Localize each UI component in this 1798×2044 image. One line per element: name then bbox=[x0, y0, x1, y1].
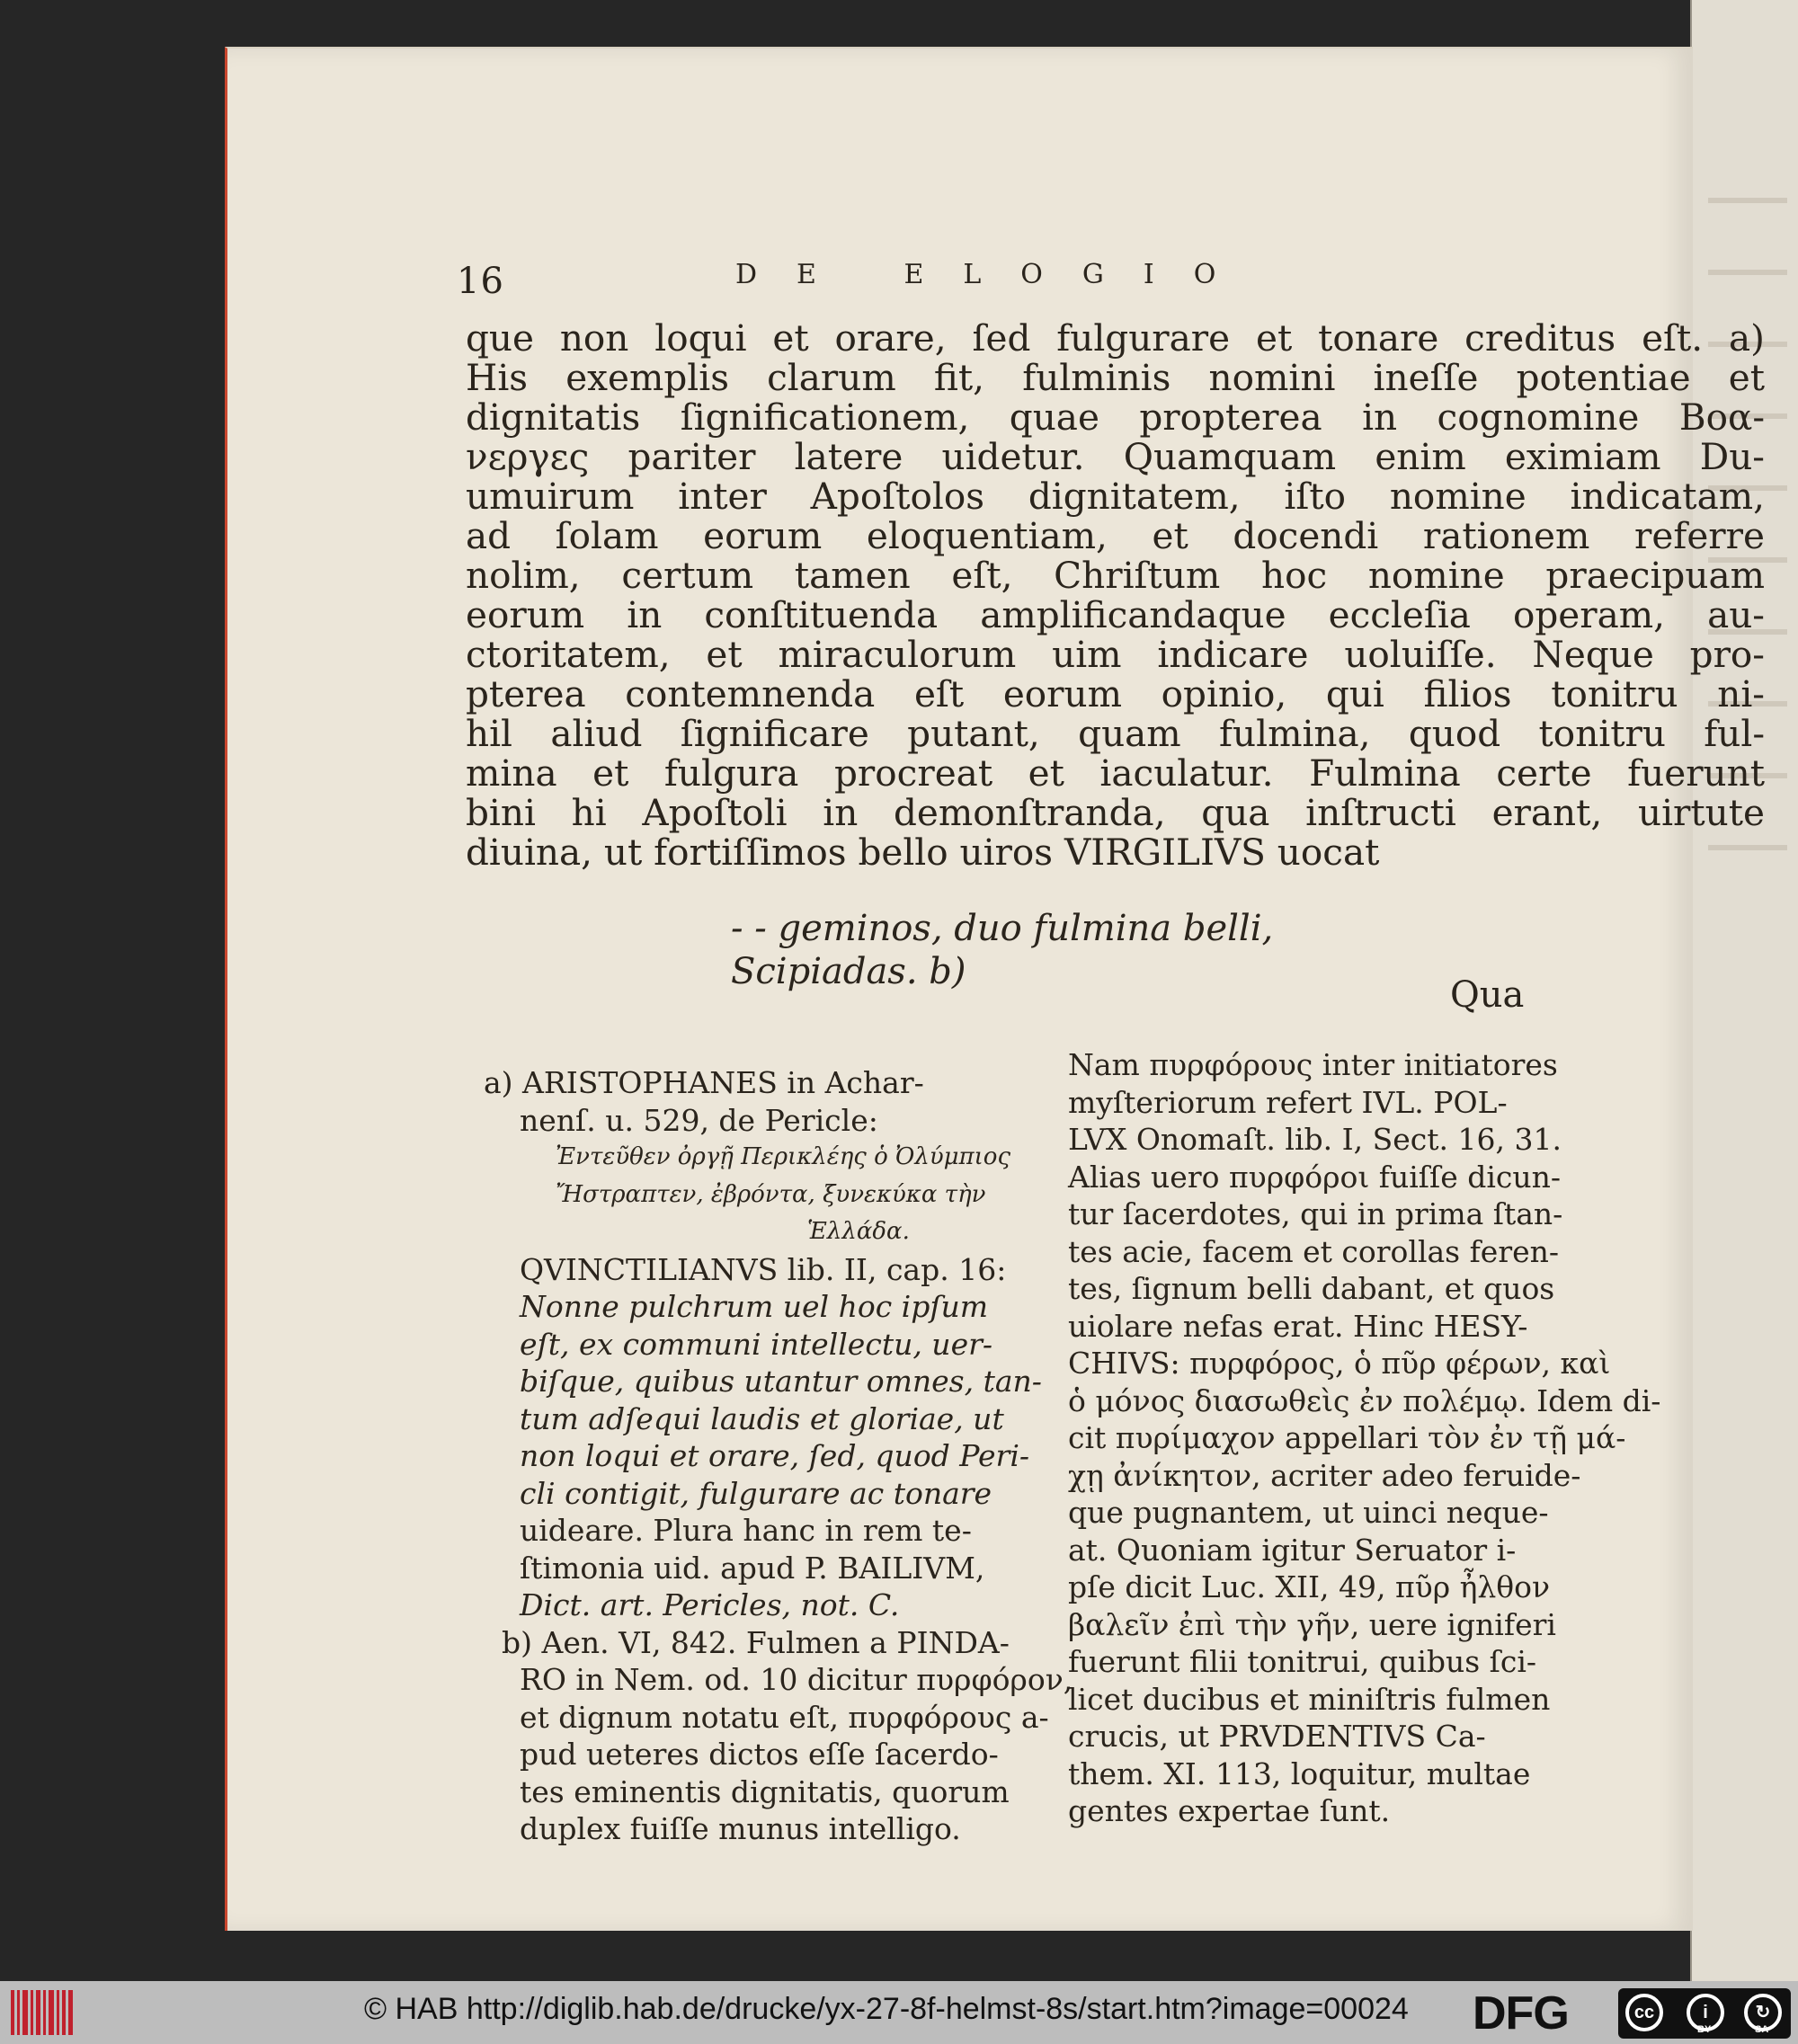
note-line: ὁ μόνος διασωθεὶς ἐν πολέμῳ. Idem di- bbox=[1068, 1382, 1661, 1418]
note-line: duplex fuiſſe munus intelligo. bbox=[520, 1811, 961, 1846]
note-line: b) Aen. VI, 842. Fulmen a PINDA- bbox=[502, 1624, 1010, 1660]
note-line: fuerunt filii tonitrui, quibus ſci- bbox=[1068, 1644, 1537, 1679]
note-line: a) ARISTOPHANES in Achar- bbox=[484, 1065, 924, 1100]
note-line: them. XI. 113, loquitur, multae bbox=[1068, 1755, 1531, 1791]
note-line: crucis, ut PRVDENTIVS Ca- bbox=[1068, 1719, 1486, 1754]
note-line: que pugnantem, ut uinci neque- bbox=[1068, 1495, 1549, 1530]
barcode-icon bbox=[11, 1990, 74, 2035]
note-line: ſtimonia uid. apud P. BAILIVM, bbox=[520, 1550, 985, 1586]
text-line: nolim, certum tamen eſt, Chriſtum hoc nomine praecipuam bbox=[466, 554, 1765, 597]
note-line: licet ducibus et miniſtris fulmen bbox=[1068, 1681, 1551, 1717]
catchword: Qua bbox=[1450, 974, 1525, 1016]
note-line: tur ſacerdotes, qui in prima ſtan- bbox=[1068, 1196, 1563, 1231]
note-line: LVX Onomaſt. lib. I, Sect. 16, 31. bbox=[1068, 1122, 1562, 1157]
note-line: et dignum notatu eſt, πυρφόρους a- bbox=[520, 1699, 1049, 1735]
text-line: bini hi Apoſtoli in demonſtranda, qua inſtructi erant, uirtute bbox=[466, 791, 1765, 834]
note-line: Nonne pulchrum uel hoc ipſum bbox=[520, 1289, 989, 1324]
license-label-sa: SA bbox=[1755, 2024, 1769, 2035]
license-badge[interactable] bbox=[1618, 1988, 1791, 2039]
note-line: CHIVS: πυρφόρος, ὁ πῦρ φέρων, καὶ bbox=[1068, 1346, 1611, 1381]
quote-line: Scipiadas. b) bbox=[731, 951, 966, 992]
note-line: Alias uero πυρφόροι fuiſſe dicun- bbox=[1068, 1159, 1562, 1195]
note-line: at. Quoniam igitur Seruator i- bbox=[1068, 1532, 1517, 1568]
note-line: uideare. Plura hanc in rem te- bbox=[520, 1513, 972, 1548]
dfg-logo: DFG bbox=[1473, 1987, 1569, 2040]
note-line: myſteriorum refert IVL. POL- bbox=[1068, 1084, 1508, 1120]
note-line: eſt, ex communi intellectu, uer- bbox=[520, 1326, 993, 1362]
note-line: pud ueteres dictos eſſe ſacerdo- bbox=[520, 1737, 999, 1772]
page-number: 16 bbox=[457, 261, 504, 302]
viewer-footer bbox=[0, 1981, 1798, 2044]
note-line: non loqui et orare, ſed, quod Peri- bbox=[520, 1438, 1030, 1473]
footnotes-left-column bbox=[484, 1064, 1073, 1848]
note-line: biſque, quibus utantur omnes, tan- bbox=[520, 1364, 1042, 1399]
note-line: χῃ ἀνίκητον, acriter adeo feruide- bbox=[1068, 1457, 1581, 1493]
note-line: nenſ. u. 529, de Pericle: bbox=[520, 1102, 878, 1138]
text-line: ad ſolam eorum eloquentiam, et docendi rationem referre bbox=[466, 514, 1765, 557]
note-line: pſe dicit Luc. XII, 49, πῦρ ἦλθον bbox=[1068, 1569, 1551, 1604]
greek-line: Ἐντεῦθεν ὀργῇ Περικλέης ὁ Ὀλύμπιος bbox=[556, 1143, 1011, 1170]
note-line: RO in Nem. od. 10 dicitur πυρφόρον, bbox=[520, 1662, 1073, 1697]
text-line: que non loqui et orare, ſed fulgurare et tonare creditus eſt. a) bbox=[466, 316, 1765, 360]
text-line: eorum in conſtituenda amplificandaque eccleſia operam, au- bbox=[466, 593, 1765, 636]
note-line: tes acie, facem et corollas feren- bbox=[1068, 1233, 1560, 1269]
greek-line: Ἑλλάδα. bbox=[807, 1218, 910, 1245]
by-icon: i bbox=[1687, 1994, 1724, 2031]
note-line: tes, ſignum belli dabant, et quos bbox=[1068, 1271, 1555, 1306]
text-line: His exemplis clarum fit, fulminis nomini ineſſe potentiae et bbox=[466, 356, 1765, 399]
book-page bbox=[225, 47, 1765, 1931]
running-head bbox=[457, 252, 1760, 306]
quote-line: - - geminos, duo fulmina belli, bbox=[731, 908, 1274, 949]
text-line: νεργες pariter latere uidetur. Quamquam enim eximiam Du- bbox=[466, 435, 1765, 478]
note-line: Nam πυρφόρους inter initiatores bbox=[1068, 1047, 1558, 1082]
note-line: uiolare nefas erat. Hinc HESY- bbox=[1068, 1308, 1528, 1344]
greek-line: Ἤστραπτεν, ἐβρόντα, ξυνεκύκα τὴν bbox=[556, 1180, 986, 1208]
cc-icon: cc bbox=[1625, 1994, 1663, 2031]
note-line: gentes expertae ſunt. bbox=[1068, 1793, 1391, 1828]
verse-quote bbox=[731, 907, 1273, 993]
text-line: hil aliud ſignificare putant, quam fulmina, quod tonitru ful- bbox=[466, 712, 1765, 755]
note-line: βαλεῖν ἐπὶ τὴν γῆν, uere igniferi bbox=[1068, 1606, 1556, 1642]
copyright-link[interactable]: © HAB http://diglib.hab.de/drucke/yx-27-8f-helmst-8s/start.htm?image=00024 bbox=[364, 1992, 1409, 2026]
license-label-by: BY bbox=[1697, 2024, 1712, 2035]
text-line: mina et fulgura procreat et iaculatur. Fulmina certe fuerunt bbox=[466, 751, 1765, 795]
text-line: diuina, ut fortiſſimos bello uiros VIRGILIVS uocat bbox=[466, 831, 1380, 874]
note-line: tes eminentis dignitatis, quorum bbox=[520, 1773, 1010, 1809]
note-line: tum adſequi laudis et gloriae, ut bbox=[520, 1400, 1004, 1436]
note-line: cli contigit, fulgurare ac tonare bbox=[520, 1475, 992, 1511]
note-line: cit πυρίμαχον appellari τὸν ἐν τῇ μά- bbox=[1068, 1420, 1626, 1455]
running-head-title: DE ELOGIO bbox=[735, 259, 1256, 290]
text-line: umuirum inter Apoſtolos dignitatem, iſto nomine indicatam, bbox=[466, 475, 1765, 518]
text-line: dignitatis ſignificationem, quae propterea in cognomine Βοα- bbox=[466, 395, 1765, 439]
note-line: QVINCTILIANVS lib. II, cap. 16: bbox=[520, 1251, 1007, 1287]
footnotes-right-column bbox=[1068, 1046, 1661, 1830]
note-line: Dict. art. Pericles, not. C. bbox=[520, 1587, 900, 1622]
text-line: ctoritatem, et miraculorum uim indicare uoluiſſe. Neque pro- bbox=[466, 633, 1765, 676]
text-line: pterea contemnenda eſt eorum opinio, qui filios tonitru ni- bbox=[466, 672, 1765, 715]
main-text bbox=[466, 318, 1765, 872]
sa-icon: ↻ bbox=[1744, 1994, 1782, 2031]
